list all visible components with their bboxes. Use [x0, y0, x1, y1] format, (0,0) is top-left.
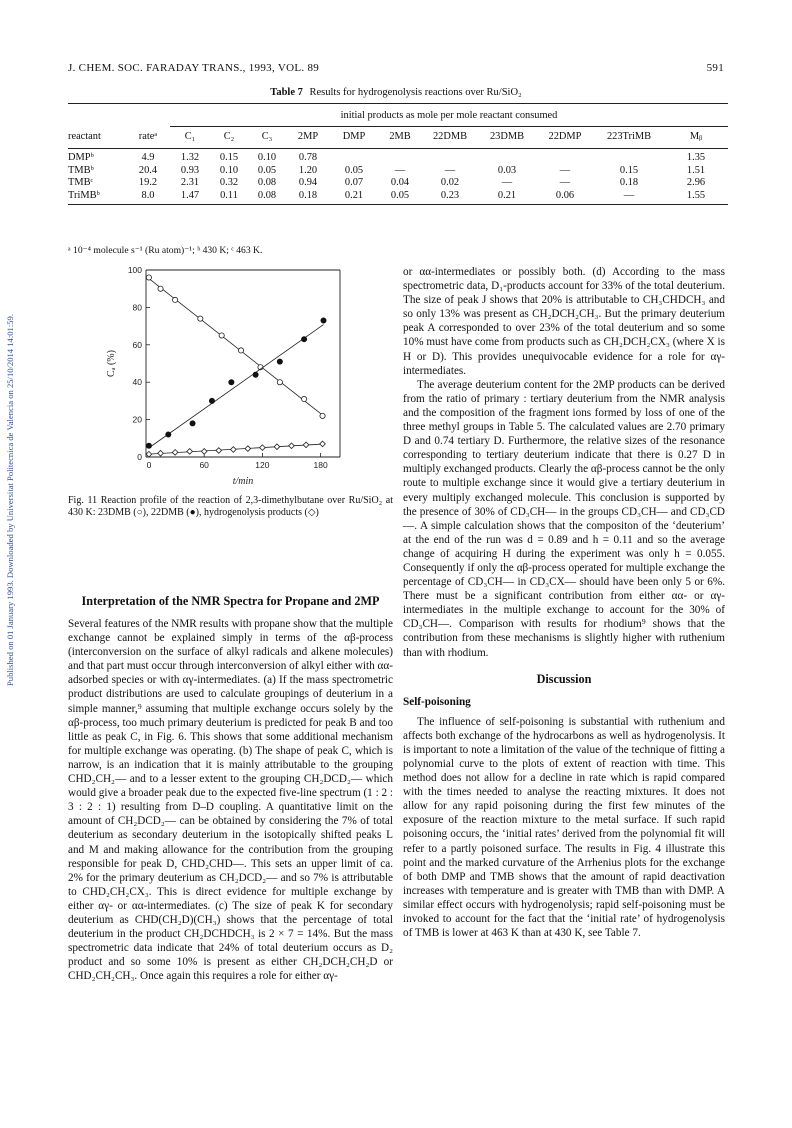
table-cell: — — [501, 177, 513, 188]
figure-caption: Fig. 11 Reaction profile of the reaction of 2,3-dimethylbutane over Ru/SiO₂ at 430 K: 23DMB (○), 22DMB (●), hydrogenolysis products (◇) — [68, 495, 393, 518]
table-cell — [330, 149, 378, 165]
table-cell: 1.20 — [298, 164, 318, 176]
point-open-diamond — [201, 449, 207, 455]
download-note[interactable]: Published on 01 January 1993. Downloaded by Universitat Politecnica de Valencia on 25/10/2014 14:01:59. — [5, 314, 15, 686]
table-cell: 0.78 — [298, 152, 318, 163]
point-open-circle — [158, 286, 163, 291]
column-header: 22DMB — [422, 127, 478, 149]
table-cell: 0.05 — [344, 164, 364, 176]
table-cell — [422, 149, 478, 165]
table-cell: 0.07 — [344, 177, 364, 188]
point-open-diamond — [274, 444, 280, 450]
table-label: Table 7 — [270, 87, 303, 98]
discussion-heading: Discussion — [536, 671, 592, 686]
table-row — [68, 190, 728, 205]
table-cell: 0.11 — [210, 190, 248, 205]
table-footnote: ᵃ 10⁻⁴ molecule s⁻¹ (Ru atom)⁻¹; ᵇ 430 K; ᶜ 463 K. — [68, 245, 263, 256]
point-filled-circle — [146, 443, 151, 448]
table-cell: — — [559, 177, 571, 188]
table-cell: 0.03 — [497, 164, 517, 176]
y-tick-label: 0 — [137, 452, 142, 462]
point-filled-circle — [229, 380, 234, 385]
x-axis-label: t/min — [232, 476, 254, 487]
point-open-diamond — [231, 447, 237, 453]
table-cell: 20.4 — [138, 164, 158, 176]
table-cell: 0.94 — [298, 177, 318, 188]
table-cell: — — [444, 164, 456, 176]
table-cell: 0.21 — [330, 190, 378, 205]
column-header: 223TriMB — [594, 127, 664, 149]
table-cell: 1.35 — [686, 152, 706, 163]
y-axis-label: Cₐ (%) — [106, 350, 117, 377]
table-cell: 0.06 — [536, 190, 594, 205]
column-header: 2MP — [286, 127, 330, 149]
point-open-circle — [238, 348, 243, 353]
paragraph: Several features of the NMR results with propane show that the multiple exchange cannot be explained simply in terms of the αβ-process (interconversion on the surface of alkyl radicals and alkene molecules) and that part must occur through interconversion of alkyl either with αα-adsorbed species or with αγ-intermediates. (a) If the mass spectrometric product distributions are used to calculate groupings of deuterium in a simple manner,⁹ assuming that multiple exchange occurs solely by the αβ-process, too much primary deuterium is predicted for peak B and too little as peak C, in Fig. 6. This shows that some additional mechanism for multiple exchange was operating. (b) The shape of peak C, which is narrow, is an indication that it is mainly attributable to the grouping CHD₂CH₂— and to a lesser extent to the grouping CH₂DCD₂— which would give a broader peak due to the expected five-line spectrum (1 : 2 : 3 : 2 : 1) resulting from D–D coupling. A quantitative limit on the amount of CH₂DCD₂— can be obtained by considering the 7% of total deuterium as secondary deuterium in the isotopically shifted peaks L and M and making allowance for the contribution from the grouping responsible for peak D, CHD₂CHD—. This sets an upper limit of ca. 2% for the primary deuterium as CH₂DCD₂— and so 7% is attributable to CHD₂CH₂CX₃. This is direct evidence for multiple exchange by either αγ- or αα-intermediates. (c) The size of peak K for secondary deuterium as CHD(CH₂D)(CH₃) shows that the percentage of total deuterium in the product CH₂DCHDCH₃ is 2 × 7 = 14%. But the mass spectrometric data indicate that 24% of total deuterium occurs as D₂ product and so some 10% is present as either CH₂DCH₂CH₂D or CHD₂CH₂CH₃. Once again this requires a role for either αγ- — [68, 618, 393, 983]
paragraph: The average deuterium content for the 2MP products can be derived from the ratio of primary : tertiary deuterium from the NMR analysis and the composition of the fragment ions formed by loss of one of the three methyl groups in Table 5. The calculated values are 2.70 primary D and 0.74 tertiary D. Furthermore, the relative sizes of the resonance corresponding to tertiary deuterium indicate that there is 0.27 D in multiply exchanged products. Clearly the αβ-process cannot be the only route to multiple exchange since it would give a tertiary deuterium in every multiply exchanged molecule. This conclusion is supported by the presence of 30% of CD₃CH— in the groups CD₃CH— and CD₃CD—. A simple calculation shows that the compositon of the ‘deuterium’ at the end of the run was d = 0.89 and h = 0.11 and so the average change of acquiring H during the experiment was only h = 0.055. Consequently if only the αβ-process operated for multiple exchange the percentage of CD₃CH— in CD₃CX— should have been only 5 or 6%. There must be a significant contribution from either αα- or αγ-intermediates in the multiple exchange to account for the 30% of CD₃CH—. Comparison with results for rhodium⁹ shows that the contribution from these mechanisms is slightly higher with ruthenium than with rhodium. — [403, 378, 725, 659]
column-header: rateᵃ — [126, 127, 170, 149]
point-filled-circle — [209, 398, 214, 403]
point-open-diamond — [216, 448, 222, 454]
table-cell: 2.96 — [686, 177, 706, 188]
page-number: 591 — [706, 62, 724, 74]
right-column — [403, 265, 725, 940]
table-cell: 1.47 — [170, 190, 210, 205]
column-header: C₁ — [170, 127, 210, 149]
table-cell — [378, 149, 422, 165]
table-row — [68, 177, 728, 190]
point-open-circle — [277, 380, 282, 385]
table-cell: — — [394, 164, 406, 176]
column-header: C₂ — [210, 127, 248, 149]
point-filled-circle — [166, 432, 171, 437]
table-spanner: initial products as mole per mole reactant consumed — [170, 104, 728, 127]
table-cell: 0.23 — [422, 190, 478, 205]
column-header: 2MB — [378, 127, 422, 149]
y-tick-label: 40 — [132, 377, 142, 388]
point-open-diamond — [158, 450, 164, 456]
table-cell: DMPᵇ — [68, 152, 94, 163]
table-cell: 0.08 — [257, 177, 277, 188]
point-open-circle — [320, 413, 325, 418]
fit-line-series-2 — [149, 325, 324, 448]
column-header: Mᵦ — [664, 127, 728, 149]
point-open-diamond — [146, 451, 152, 457]
table-cell: 4.9 — [141, 152, 155, 163]
subheading-self-poisoning: Self-poisoning — [403, 695, 471, 708]
download-watermark — [2, 180, 18, 820]
x-tick-label: 0 — [146, 460, 152, 470]
y-tick-label: 80 — [132, 302, 142, 313]
point-open-diamond — [303, 442, 309, 448]
table-cell: 0.05 — [378, 190, 422, 205]
table-cell: 0.32 — [219, 177, 239, 188]
x-tick-label: 180 — [313, 460, 328, 470]
point-open-circle — [219, 333, 224, 338]
point-open-circle — [302, 396, 307, 401]
point-open-diamond — [260, 445, 266, 451]
left-column — [68, 594, 393, 983]
table-cell: — — [559, 164, 571, 176]
column-header: DMP — [330, 127, 378, 149]
column-header: reactant — [68, 127, 126, 149]
y-tick-label: 20 — [132, 414, 142, 425]
results-table — [68, 103, 728, 205]
table-cell: TMBᵇ — [68, 164, 94, 176]
y-tick-label: 100 — [127, 265, 142, 275]
reaction-profile-chart — [68, 262, 393, 492]
point-open-diamond — [172, 450, 178, 456]
column-header: 23DMB — [478, 127, 536, 149]
table-cell — [478, 149, 536, 165]
table-row — [68, 165, 728, 178]
point-open-diamond — [320, 441, 326, 447]
table-cell: TriMBᵇ — [68, 190, 126, 205]
table-cell: 0.05 — [257, 164, 277, 176]
paragraph: or αα-intermediates or possibly both. (d) According to the mass spectrometric data, D₁-products account for 33% of the total deuterium. The size of peak J shows that 20% is attributable to CH₃CHDCH₃ and so only 13% was present as CH₂DCH₂CH₃. But the primary deuterium peak A corresponded to over 23% of the total deuterium and so some 10% must have come from products such as CH₂DCH₂CX₃ (where X is H or D). This provides unequivocable evidence for a role for αγ-intermediates. — [403, 266, 725, 377]
running-header: J. CHEM. SOC. FARADAY TRANS., 1993, VOL. 89 — [68, 62, 320, 74]
table-cell: 0.18 — [619, 177, 639, 188]
y-tick-label: 60 — [132, 339, 142, 350]
point-open-diamond — [289, 443, 295, 449]
point-open-circle — [198, 316, 203, 321]
point-open-circle — [146, 275, 151, 280]
table-cell: 0.02 — [440, 177, 460, 188]
table-cell: 0.93 — [180, 164, 200, 176]
section-heading: Interpretation of the NMR Spectra for Propane and 2MP — [81, 594, 380, 608]
column-header: C₃ — [248, 127, 286, 149]
table-cell: — — [594, 190, 664, 205]
table-cell: 1.55 — [664, 190, 728, 205]
table-cell: 2.31 — [180, 177, 200, 188]
table-row — [68, 149, 728, 165]
x-tick-label: 60 — [199, 460, 209, 470]
point-open-circle — [173, 297, 178, 302]
table-cell: 0.21 — [478, 190, 536, 205]
table-cell: 0.08 — [248, 190, 286, 205]
table-cell: 1.51 — [686, 164, 706, 176]
table-cell — [536, 149, 594, 165]
column-header: 22DMP — [536, 127, 594, 149]
table-cell: 8.0 — [126, 190, 170, 205]
point-filled-circle — [253, 372, 258, 377]
table-title: Results for hydrogenolysis reactions over Ru/SiO₂ — [309, 87, 522, 98]
table-cell: 1.32 — [180, 152, 200, 163]
table-cell: 0.10 — [219, 164, 239, 176]
point-filled-circle — [190, 421, 195, 426]
paragraph: The influence of self-poisoning is substantial with ruthenium and affects both exchange of the hydrocarbons as well as hydrogenolysis. It is important to note a limitation of the value of the technique of fitting a polynomial curve to the plots of extent of reaction with time. This method does not allow for a decline in rate which is rapid compared with the times needed to analyse the reacting mixtures. It does not allow for any rapid poisoning during the first few minutes of the exposure of the reaction mixture to the metal surface. If such rapid poisoning occurs, the ‘initial rates’ derived from the polynomial fit will refer to a partly poisoned surface. The results in Fig. 4 illustrate this point and the marked curvature of the Arrhenius plots for the exchange of both DMP and TMB shows that the amount of rapid deactivation increases with temperature and is greater with TMB than with DMP. A similar effect occurs with hydrogenolysis; rapid self-poisoning must be invoked to account for the fact that the ‘initial rate’ of hydrogenolysis of TMB is lower at 463 K than at 430 K, see Table 7. — [403, 715, 725, 940]
table-header-row — [68, 127, 728, 149]
table-cell: 0.15 — [619, 164, 639, 176]
x-tick-label: 120 — [255, 460, 270, 470]
table-cell: 19.2 — [138, 177, 158, 188]
table-cell: 0.04 — [390, 177, 410, 188]
point-open-diamond — [245, 446, 251, 452]
table-cell — [594, 149, 664, 165]
point-filled-circle — [277, 359, 282, 364]
table-cell: 0.10 — [257, 152, 277, 163]
table-cell: TMBᶜ — [68, 177, 94, 188]
table-caption — [0, 87, 792, 98]
point-open-diamond — [187, 449, 193, 455]
table-cell: 0.15 — [219, 152, 239, 163]
point-filled-circle — [321, 318, 326, 323]
table-cell: 0.18 — [286, 190, 330, 205]
point-filled-circle — [302, 337, 307, 342]
